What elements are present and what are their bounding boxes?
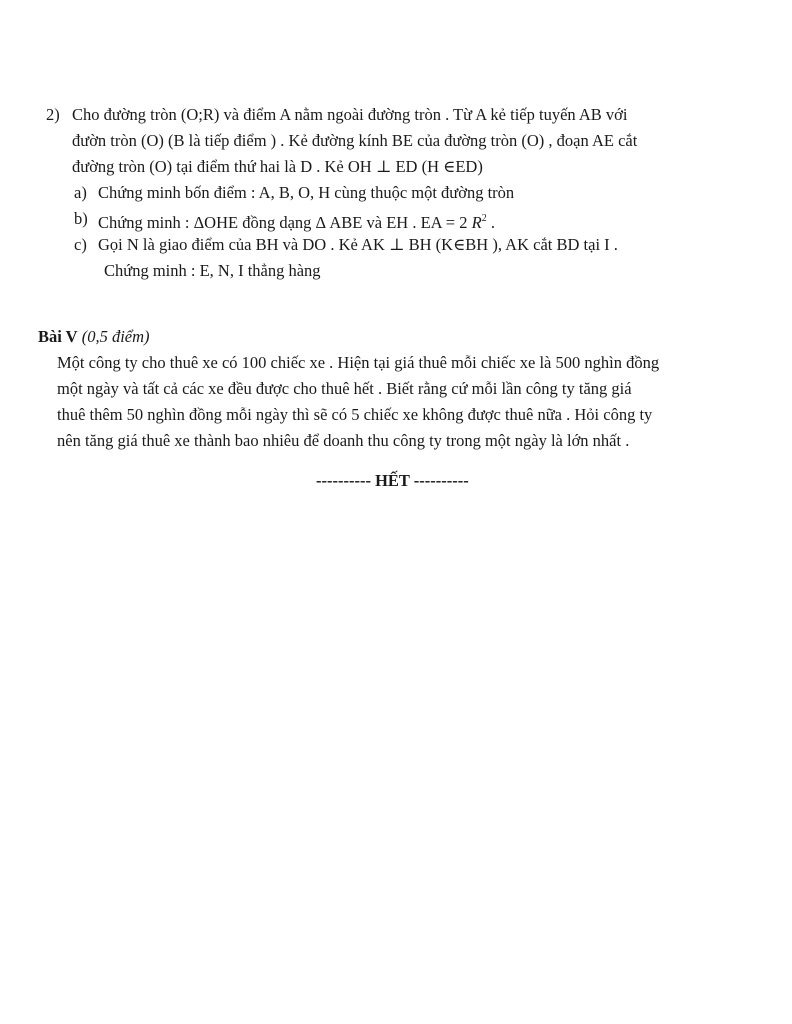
- section-heading: [38, 326, 150, 348]
- bai5-line-3: thuê thêm 50 nghìn đồng mỗi ngày thì sẽ có 5 chiếc xe không được thuê nữa . Hỏi công ty: [57, 405, 653, 424]
- problem-number: 2): [46, 105, 60, 124]
- problem-line-1: Cho đường tròn (O;R) và điểm A nằm ngoài đường tròn . Từ A kẻ tiếp tuyến AB với: [72, 105, 628, 124]
- part-b-exponent: 2: [481, 213, 487, 224]
- part-a-text: Chứng minh bốn điểm : A, B, O, H cùng thuộc một đường tròn: [98, 183, 515, 202]
- bai5-line-2: một ngày và tất cả các xe đều được cho thuê hết . Biết rằng cứ mỗi lần công ty tăng giá: [57, 379, 632, 398]
- part-b-var: R: [471, 213, 482, 232]
- part-b-text-main: Chứng minh : ΔOHE đồng dạng Δ ABE và EH . EA = 2: [98, 213, 468, 232]
- part-b-text: [98, 208, 495, 234]
- section-points: (0,5 điểm): [81, 327, 150, 346]
- problem-line-2: đườn tròn (O) (B là tiếp điểm ) . Kẻ đường kính BE của đường tròn (O) , đoạn AE cắt: [72, 131, 638, 150]
- problem-line-3: đường tròn (O) tại điểm thứ hai là D . Kẻ OH ⊥ ED (H ∈ED): [72, 157, 483, 176]
- part-b-end: .: [486, 213, 495, 232]
- part-b-label: b): [74, 209, 88, 228]
- part-c-line-1: Gọi N là giao điểm của BH và DO . Kẻ AK ⊥ BH (K∈BH ), AK cắt BD tại I .: [98, 235, 618, 254]
- part-c-line-2: Chứng minh : E, N, I thẳng hàng: [104, 261, 321, 280]
- bai5-line-1: Một công ty cho thuê xe có 100 chiếc xe . Hiện tại giá thuê mỗi chiếc xe là 500 nghìn đồng: [57, 353, 660, 372]
- end-mark: ---------- HẾT ----------: [316, 471, 469, 490]
- part-c-label: c): [74, 235, 87, 254]
- part-a-label: a): [74, 183, 87, 202]
- bai5-line-4: nên tăng giá thuê xe thành bao nhiêu để doanh thu công ty trong một ngày là lớn nhất .: [57, 431, 630, 450]
- section-title: Bài V: [38, 327, 78, 346]
